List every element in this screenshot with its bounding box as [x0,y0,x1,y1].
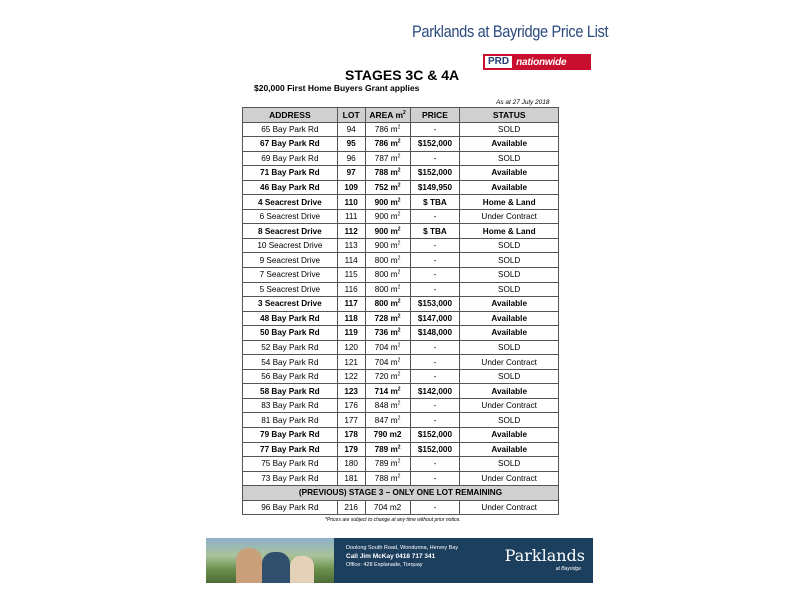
address-cell: 10 Seacrest Drive [243,238,338,253]
header-status: STATUS [460,108,559,123]
table-row [243,428,559,443]
lot-cell: 117 [337,297,365,312]
price-cell: $142,000 [410,384,460,399]
status-cell: SOLD [460,122,559,137]
status-cell: Home & Land [460,195,559,210]
lot-cell: 180 [337,457,365,472]
price-cell: - [410,413,460,428]
area-value: 900 m [374,197,398,207]
status-cell: Under Contract [460,355,559,370]
address-cell: 8 Seacrest Drive [243,224,338,239]
area-value: 800 m [374,299,398,309]
area-cell [365,268,410,283]
area-value: 790 m2 [373,430,402,440]
address-cell: 96 Bay Park Rd [243,500,338,515]
section-row [243,486,559,501]
area-value: 800 m [374,255,398,265]
lot-cell: 96 [337,151,365,166]
area-value: 800 m [374,270,398,280]
status-cell: Available [460,137,559,152]
lot-cell: 120 [337,340,365,355]
lot-cell: 116 [337,282,365,297]
area-value: 848 m [374,401,398,411]
lot-cell: 110 [337,195,365,210]
area-value: 704 m2 [373,503,402,513]
disclaimer: *Prices are subject to change at any time without prior notice. [325,517,461,523]
status-cell: Under Contract [460,471,559,486]
banner-address: Doolong South Road, Wondunna, Hervey Bay [346,545,459,551]
area-cell [365,428,410,443]
table-row [243,151,559,166]
lot-cell: 122 [337,369,365,384]
address-cell: 5 Seacrest Drive [243,282,338,297]
address-cell: 79 Bay Park Rd [243,428,338,443]
banner-office: Office: 428 Esplanade, Torquay [346,562,423,568]
area-cell [365,326,410,341]
address-cell: 56 Bay Park Rd [243,369,338,384]
price-cell: - [410,122,460,137]
area-sup: 2 [397,313,401,320]
area-sup: 2 [397,284,401,291]
area-value: 900 m [374,212,398,222]
lot-cell: 94 [337,122,365,137]
address-cell: 54 Bay Park Rd [243,355,338,370]
address-cell: 4 Seacrest Drive [243,195,338,210]
area-cell [365,457,410,472]
area-sup: 2 [397,255,401,261]
area-sup: 2 [397,342,401,349]
price-cell: $152,000 [410,442,460,457]
address-cell: 48 Bay Park Rd [243,311,338,326]
area-value: 786 m [374,124,398,134]
area-sup: 2 [397,225,401,232]
logo-prd-text: PRD [485,56,512,68]
table-row [243,369,559,384]
price-cell: $ TBA [410,195,460,210]
lot-cell: 216 [337,500,365,515]
area-cell [365,340,410,355]
area-sup: 2 [397,124,401,131]
table-row [243,180,559,195]
stage-title: STAGES 3C & 4A [345,67,460,83]
area-sup: 2 [397,167,401,174]
area-sup: 2 [397,298,401,305]
status-cell: Available [460,311,559,326]
table-row [243,166,559,181]
lot-cell: 113 [337,238,365,253]
status-cell: Available [460,166,559,181]
area-value: 789 m [374,444,398,454]
area-sup: 2 [397,211,401,218]
price-cell: $152,000 [410,137,460,152]
area-value: 728 m [374,313,398,323]
area-cell [365,297,410,312]
area-sup: 2 [397,196,401,203]
address-cell: 67 Bay Park Rd [243,137,338,152]
table-row [243,457,559,472]
address-cell: 81 Bay Park Rd [243,413,338,428]
area-value: 800 m [374,284,398,294]
lot-cell: 97 [337,166,365,181]
area-value: 900 m [374,226,398,236]
lot-cell: 181 [337,471,365,486]
price-cell: $148,000 [410,326,460,341]
address-cell: 65 Bay Park Rd [243,122,338,137]
area-value: 789 m [374,459,398,469]
address-cell: 83 Bay Park Rd [243,398,338,413]
family-photo [206,538,334,583]
lot-cell: 95 [337,137,365,152]
area-sup: 2 [397,458,401,465]
lot-cell: 109 [337,180,365,195]
area-cell [365,311,410,326]
address-cell: 71 Bay Park Rd [243,166,338,181]
area-value: 900 m [374,241,398,251]
address-cell: 75 Bay Park Rd [243,457,338,472]
area-sup: 2 [397,415,401,422]
price-cell: $153,000 [410,297,460,312]
price-cell: - [410,457,460,472]
status-cell: Available [460,297,559,312]
section-label: (PREVIOUS) STAGE 3 – ONLY ONE LOT REMAINING [243,486,559,501]
header-area-label: AREA m [369,109,404,120]
address-cell: 58 Bay Park Rd [243,384,338,399]
area-cell [365,355,410,370]
price-cell: $152,000 [410,428,460,443]
status-cell: Available [460,428,559,443]
area-sup: 2 [397,356,401,363]
address-cell: 7 Seacrest Drive [243,268,338,283]
status-cell: Under Contract [460,500,559,515]
banner-call: Call Jim McKay 0418 717 341 [346,552,436,560]
price-cell: $ TBA [410,224,460,239]
table-row [243,209,559,224]
price-cell: - [410,151,460,166]
area-sup: 2 [397,444,401,451]
address-cell: 3 Seacrest Drive [243,297,338,312]
status-cell: Available [460,180,559,195]
table-row [243,442,559,457]
price-cell: - [410,500,460,515]
address-cell: 69 Bay Park Rd [243,151,338,166]
area-value: 752 m [374,183,398,192]
prd-nationwide-logo [483,54,591,70]
header-price: PRICE [410,108,460,123]
area-cell [365,209,410,224]
status-cell: Under Contract [460,209,559,224]
address-cell: 6 Seacrest Drive [243,209,338,224]
footer-banner [206,538,593,583]
lot-cell: 112 [337,224,365,239]
area-value: 736 m [374,328,398,338]
table-row [243,122,559,137]
address-cell: 9 Seacrest Drive [243,253,338,268]
table-row [243,268,559,283]
area-cell [365,166,410,181]
area-cell [365,471,410,486]
price-list-table [242,107,559,515]
table-row [243,413,559,428]
table-row [243,238,559,253]
status-cell: SOLD [460,282,559,297]
price-cell: $152,000 [410,166,460,181]
table-row [243,355,559,370]
area-sup: 2 [397,400,401,407]
price-cell: - [410,253,460,268]
table-row [243,340,559,355]
price-cell: - [410,268,460,283]
area-cell [365,122,410,137]
area-cell [365,398,410,413]
lot-cell: 115 [337,268,365,283]
status-cell: SOLD [460,151,559,166]
price-cell: $147,000 [410,311,460,326]
area-sup: 2 [397,138,401,145]
area-sup: 2 [397,153,401,160]
area-value: 714 m [374,386,398,396]
table-row [243,137,559,152]
status-cell: SOLD [460,253,559,268]
table-row [243,500,559,515]
area-cell [365,282,410,297]
table-row [243,326,559,341]
price-cell: - [410,209,460,224]
price-cell: - [410,282,460,297]
table-row [243,253,559,268]
table-row [243,311,559,326]
status-cell: Home & Land [460,224,559,239]
area-sup: 2 [397,473,401,480]
area-value: 787 m [374,153,398,163]
price-cell: - [410,340,460,355]
price-cell: - [410,471,460,486]
table-row [243,195,559,210]
address-cell: 46 Bay Park Rd [243,180,338,195]
parklands-logo: Parklands [504,546,585,565]
area-value: 788 m [374,473,398,483]
status-cell: Available [460,442,559,457]
area-value: 786 m [374,139,398,149]
lot-cell: 123 [337,384,365,399]
area-cell [365,238,410,253]
price-cell: - [410,369,460,384]
logo-nationwide-text: nationwide [516,56,567,68]
area-sup: 2 [397,182,401,189]
table-header-row [243,108,559,123]
table-row [243,471,559,486]
status-cell: Available [460,384,559,399]
status-cell: Under Contract [460,398,559,413]
area-value: 704 m [374,357,398,367]
area-cell [365,137,410,152]
header-lot: LOT [337,108,365,123]
lot-cell: 178 [337,428,365,443]
lot-cell: 118 [337,311,365,326]
status-cell: SOLD [460,413,559,428]
area-cell [365,180,410,195]
area-sup: 2 [397,385,401,392]
area-sup: 2 [397,327,401,334]
address-cell: 52 Bay Park Rd [243,340,338,355]
status-cell: SOLD [460,268,559,283]
table-row [243,224,559,239]
area-cell [365,369,410,384]
contact-info [346,544,458,570]
area-cell [365,224,410,239]
lot-cell: 121 [337,355,365,370]
status-cell: SOLD [460,369,559,384]
status-cell: Available [460,326,559,341]
area-value: 704 m [374,343,398,353]
area-cell [365,151,410,166]
area-sup: 2 [397,240,401,247]
price-cell: - [410,238,460,253]
address-cell: 50 Bay Park Rd [243,326,338,341]
lot-cell: 119 [337,326,365,341]
document-title: Parklands at Bayridge Price List [412,22,609,41]
area-value: 720 m [374,372,398,382]
lot-cell: 176 [337,398,365,413]
area-cell [365,442,410,457]
table-row [243,282,559,297]
area-cell [365,384,410,399]
address-cell: 73 Bay Park Rd [243,471,338,486]
lot-cell: 177 [337,413,365,428]
area-value: 847 m [374,415,398,425]
price-cell: $149,950 [410,180,460,195]
table-row [243,297,559,312]
area-cell [365,253,410,268]
header-area [365,108,410,123]
parklands-logo-sub: at Bayridge [555,566,581,572]
lot-cell: 114 [337,253,365,268]
header-area-sup: 2 [403,109,406,116]
table-row [243,384,559,399]
price-cell: - [410,355,460,370]
area-sup: 2 [397,269,401,276]
area-cell [365,413,410,428]
lot-cell: 111 [337,209,365,224]
area-cell [365,500,410,515]
price-cell: - [410,398,460,413]
area-value: 788 m [374,168,398,178]
table-row [243,398,559,413]
status-cell: SOLD [460,238,559,253]
header-address: ADDRESS [243,108,338,123]
as-at-date: As at 27 July 2018 [496,99,550,106]
status-cell: SOLD [460,340,559,355]
address-cell: 77 Bay Park Rd [243,442,338,457]
area-sup: 2 [397,371,401,378]
area-cell [365,195,410,210]
lot-cell: 179 [337,442,365,457]
grant-notice: $20,000 First Home Buyers Grant applies [254,83,420,93]
status-cell: SOLD [460,457,559,472]
